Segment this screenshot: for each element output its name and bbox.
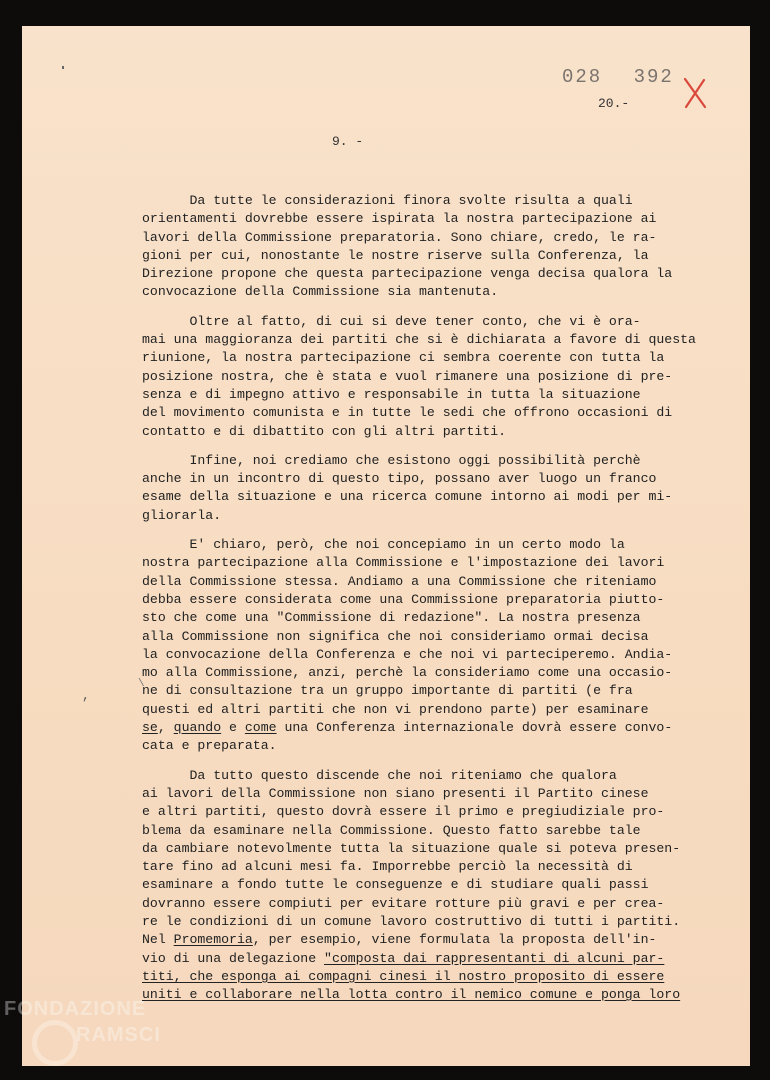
page-number-right: 20.- (598, 96, 630, 111)
text-line: cata e preparata. (142, 738, 277, 754)
text-line: questi ed altri partiti che non vi prendono parte) per esaminare (142, 701, 649, 717)
text-line: Infine, noi crediamo che esistono oggi possibilità perchè (142, 452, 641, 468)
gramsci-logo-icon (32, 1020, 78, 1066)
text-line: contatto e di dibattito con gli altri partiti. (142, 423, 507, 439)
watermark-line-2: RAMSCI (76, 1024, 161, 1046)
text-line: gliorarla. (142, 507, 222, 523)
text-line: re le condizioni di un comune lavoro costruttivo di tutti i partiti. (142, 913, 681, 929)
text-line: Oltre al fatto, di cui si deve tener conto, che vi è ora- (142, 313, 641, 329)
text-line: mo alla Commissione, anzi, perchè la consideriamo come una occasio- (142, 665, 673, 681)
paragraph (142, 192, 742, 302)
text-line: orientamenti dovrebbe essere ispirata la nostra partecipazione ai (142, 211, 657, 227)
paper-speck (62, 66, 64, 69)
document-page (22, 26, 750, 1066)
text-line: e altri partiti, questo dovrà essere il primo e pregiudiziale pro- (142, 804, 665, 820)
text-line: Da tutto questo discende che noi riteniamo che qualora (142, 767, 617, 783)
page-number-center: 9. - (332, 134, 364, 149)
text-line: vio di una delegazione "composta dai rappresentanti di alcuni par- (142, 950, 665, 966)
text-line: Nel Promemoria, per esempio, viene formulata la proposta dell'in- (142, 932, 657, 948)
margin-mark: \ (138, 678, 145, 690)
text-line: se, quando e come una Conferenza internazionale dovrà essere convo- (142, 720, 673, 736)
text-line: alla Commissione non significa che noi consideriamo ormai decisa (142, 628, 649, 644)
text-line: dovranno essere compiuti per evitare rotture più gravi e per crea- (142, 895, 665, 911)
paragraph (142, 767, 742, 1005)
text-line: nostra partecipazione alla Commissione e l'impostazione dei lavori (142, 555, 665, 571)
text-line: la convocazione della Conferenza e che noi vi parteciperemo. Andia- (142, 646, 673, 662)
text-line: della Commissione stessa. Andiamo a una Commissione che riteniamo (142, 573, 657, 589)
text-line: E' chiaro, però, che noi concepiamo in un certo modo la (142, 537, 625, 553)
text-line: ai lavori della Commissione non siano presenti il Partito cinese (142, 785, 649, 801)
text-line: da cambiare notevolmente tutta la situazione quale si poteva presen- (142, 840, 681, 856)
text-line: del movimento comunista e in tutte le sedi che offrono occasioni di (142, 405, 673, 421)
text-line: uniti e collaborare nella lotta contro il nemico comune e ponga loro (142, 987, 681, 1003)
text-line: blema da esaminare nella Commissione. Questo fatto sarebbe tale (142, 822, 641, 838)
red-x-mark-icon (682, 76, 708, 110)
text-line: mai una maggioranza dei partiti che si è dichiarata a favore di questa (142, 332, 696, 348)
text-line: debba essere considerata come una Commissione preparatoria piutto- (142, 591, 665, 607)
text-line: posizione nostra, che è stata e vuol rimanere una posizione di pre- (142, 368, 673, 384)
text-line: esaminare a fondo tutte le conseguenze e di studiare quali passi (142, 877, 649, 893)
fondazione-gramsci-watermark (4, 994, 204, 1074)
text-line: convocazione della Commissione sia mantenuta. (142, 284, 499, 300)
text-line: gioni per cui, nonostante le nostre riserve sulla Conferenza, la (142, 247, 649, 263)
archive-number (562, 66, 692, 88)
paragraph (142, 536, 742, 756)
document-body (142, 192, 742, 1015)
archive-number-left: 028 (562, 66, 603, 88)
paragraph (142, 313, 742, 441)
text-line: anche in un incontro di questo tipo, possano aver luogo un franco (142, 471, 657, 487)
text-line: tare fino ad alcuni mesi fa. Imporrebbe perciò la necessità di (142, 859, 633, 875)
text-line: titi, che esponga ai compagni cinesi il nostro proposito di essere (142, 968, 665, 984)
text-line: Da tutte le considerazioni finora svolte risulta a quali (142, 193, 633, 208)
text-line: senza e di impegno attivo e responsabile in tutta la situazione (142, 386, 641, 402)
text-line: esame della situazione e una ricerca comune intorno ai modi per mi- (142, 489, 673, 505)
text-line: sto che come una "Commissione di redazione". La nostra presenza (142, 610, 641, 626)
text-line: ne di consultazione tra un gruppo importante di partiti (e fra (142, 683, 633, 699)
watermark-line-1: FONDAZIONE (4, 998, 147, 1020)
text-line: lavori della Commissione preparatoria. Sono chiare, credo, le ra- (142, 229, 657, 245)
text-line: riunione, la nostra partecipazione ci sembra coerente con tutta la (142, 350, 665, 366)
archive-number-right: 392 (633, 66, 674, 88)
paragraph (142, 452, 742, 525)
margin-tick: , (82, 688, 90, 703)
text-line: Direzione propone che questa partecipazione venga decisa qualora la (142, 266, 673, 282)
